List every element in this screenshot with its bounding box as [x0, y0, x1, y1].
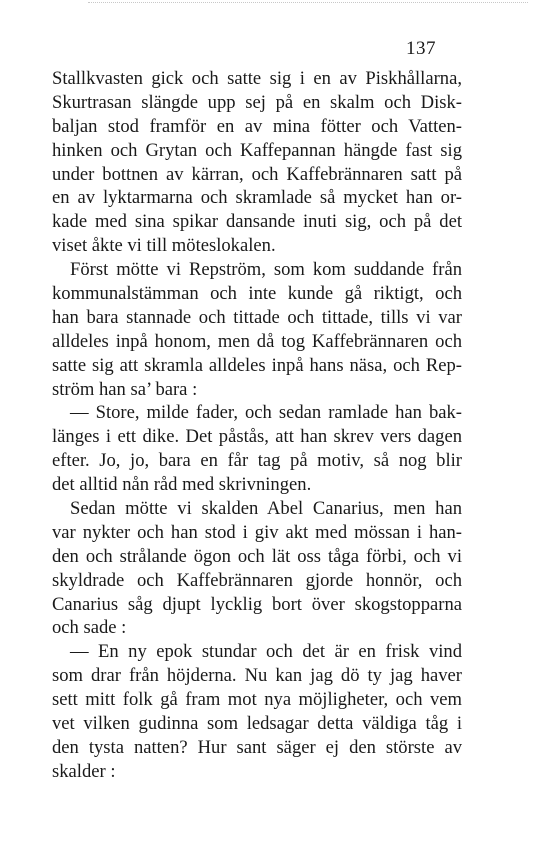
text-line: vet vilken gudinna som ledsagar detta väldiga tåg i — [52, 713, 462, 735]
text-line: under bottnen av kärran, och Kaffebrännaren satt på — [52, 163, 462, 185]
text-line: ström han sa’ bara : — [52, 378, 198, 400]
text-line: satte sig att skramla alldeles inpå hans näsa, och Rep- — [52, 354, 462, 376]
text-line: som drar från höjderna. Nu kan jag dö ty jag haver — [52, 665, 462, 687]
text-line: var nykter och han stod i giv akt med mössan i han- — [52, 521, 462, 543]
paragraph — [52, 401, 462, 497]
text-line: Först mötte vi Repström, som kom suddande från — [70, 259, 462, 281]
text-line: efter. Jo, jo, bara en får tag på motiv, så nog blir — [52, 450, 462, 472]
text-line: kommunalstämman och inte kunde gå riktigt, och — [52, 283, 462, 305]
text-line: viset åkte vi till möteslokalen. — [52, 235, 276, 257]
text-line: hinken och Grytan och Kaffepannan hängde fast sig — [52, 139, 462, 161]
top-edge-rule — [88, 2, 528, 3]
text-line: en av lyktarmarna och skramlade så mycket han or- — [52, 187, 462, 209]
body-text — [52, 67, 462, 784]
text-line: den tysta natten? Hur sant säger ej den störste av — [52, 736, 462, 758]
text-line: alldeles inpå honom, men då tog Kaffebrännaren och — [52, 330, 462, 352]
page-number: 137 — [406, 38, 436, 59]
text-line: sett mitt folk gå fram mot nya möjligheter, och vem — [52, 689, 462, 711]
text-line: kade med sina spikar dansande inuti sig, och på det — [52, 211, 462, 233]
text-line: Canarius såg djupt lycklig bort över skogstopparna — [52, 593, 462, 615]
paragraph — [52, 640, 462, 783]
paragraph — [52, 67, 462, 258]
text-line: skalder : — [52, 760, 116, 782]
paragraph — [52, 258, 462, 401]
text-line: Sedan mötte vi skalden Abel Canarius, men han — [70, 498, 462, 520]
text-line: Stallkvasten gick och satte sig i en av Piskhållarna, — [52, 68, 462, 89]
text-line: Skurtrasan slängde upp sej på en skalm och Disk- — [52, 91, 462, 113]
paragraph — [52, 497, 462, 640]
text-line: och sade : — [52, 617, 127, 639]
text-line: den och strålande ögon och lät oss tåga förbi, och vi — [52, 545, 462, 567]
text-line: skyldrade och Kaffebrännaren gjorde honnör, och — [52, 569, 462, 591]
text-line: — En ny epok stundar och det är en frisk vind — [70, 641, 462, 663]
text-line: länges i ett dike. Det påstås, att han skrev vers dagen — [52, 426, 462, 448]
text-line: han bara stannade och tittade och tittade, tills vi var — [52, 306, 462, 328]
text-line: det alltid nån råd med skrivningen. — [52, 474, 312, 496]
text-line: baljan stod framför en av mina fötter och Vatten- — [52, 115, 462, 137]
text-line: — Store, milde fader, och sedan ramlade han bak- — [70, 402, 462, 424]
